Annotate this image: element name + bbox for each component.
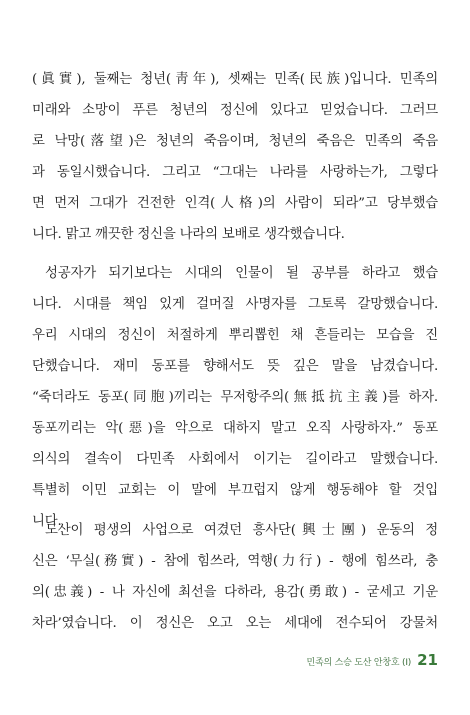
paragraph-line: 단했습니다. 재미 동포를 향해서도 뜻 깊은 말을 남겼습니다. (32, 359, 438, 374)
paragraph-line: 의(忠義) - 나 자신에 최선을 다하라, 용감(勇敢) - 굳세고 기운 (32, 585, 438, 600)
paragraph-line: 면 먼저 그대가 건전한 인격(人格)의 사람이 되라”고 당부했습 (32, 196, 438, 211)
page-number: 21 (417, 651, 438, 669)
paragraph-line: 니다. 시대를 책임 있게 걸머질 사명자를 그토록 갈망했습니다. (32, 297, 438, 312)
paragraph-line: 도산이 평생의 사업으로 여겼던 흥사단(興士團) 운동의 정 (45, 523, 438, 538)
paragraph-1 (32, 64, 438, 250)
page-footer (306, 651, 438, 675)
paragraph-line: 동포끼리는 악(惡)을 악으로 대하지 말고 오직 사랑하자.” 동포 (32, 421, 438, 436)
paragraph-line: 로 낙망(落望)은 청년의 죽음이며, 청년의 죽음은 민족의 죽음 (32, 134, 438, 149)
running-title: 민족의 스승 도산 안창호 (I) (306, 658, 412, 668)
paragraph-line: 미래와 소망이 푸른 청년의 정신에 있다고 믿었습니다. 그러므 (32, 103, 438, 118)
paragraph-2 (32, 258, 438, 537)
paragraph-line: 차라’였습니다. 이 정신은 오고 오는 세대에 전수되어 강물처 (32, 616, 438, 631)
paragraph-line: 니다. (32, 514, 62, 529)
paragraph-line: 신은 ‘무실(務實) - 참에 힘쓰라, 역행(力行) - 행에 힘쓰라, 충 (32, 554, 438, 569)
paragraph-line: 우리 시대의 정신이 처절하게 뿌리뽑힌 채 흔들리는 모습을 진 (32, 328, 438, 343)
paragraph-line: 성공자가 되기보다는 시대의 인물이 될 공부를 하라고 했습 (45, 266, 438, 281)
paragraph-line: 의식의 결속이 다민족 사회에서 이기는 길이라고 말했습니다. (32, 452, 438, 467)
paragraph-line: 과 동일시했습니다. 그리고 “그대는 나라를 사랑하는가, 그렇다 (32, 165, 438, 180)
paragraph-line: “죽더라도 동포(同胞)끼리는 무저항주의(無抵抗主義)를 하자. (32, 390, 438, 405)
paragraph-line: 특별히 이민 교회는 이 말에 부끄럽지 않게 행동해야 할 것입 (32, 483, 438, 498)
paragraph-line: 니다. 맑고 깨끗한 정신을 나라의 보배로 생각했습니다. (32, 227, 345, 242)
paragraph-line: (眞實), 둘째는 청년(靑年), 셋째는 민족(民族)입니다. 민족의 (32, 72, 438, 87)
paragraph-3 (32, 515, 438, 639)
